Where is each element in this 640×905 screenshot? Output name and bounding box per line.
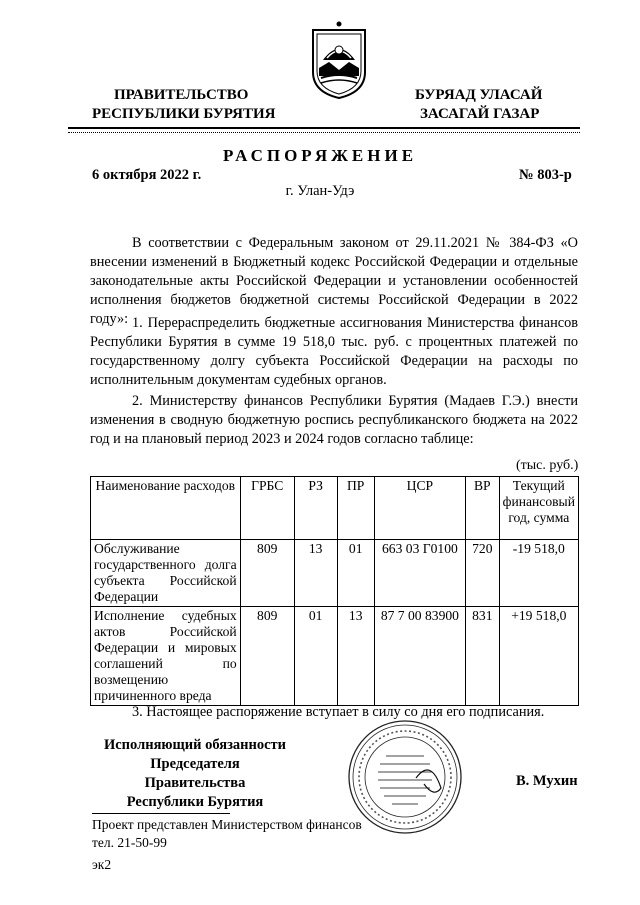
footer-prepared: Проект представлен Министерством финансов [92, 817, 362, 832]
table-cell: 01 [294, 607, 337, 706]
table-cell: 720 [465, 540, 499, 607]
signature-title-line2: Председателя Правительства [144, 756, 246, 791]
table-cell: +19 518,0 [499, 607, 578, 706]
item-3-paragraph: 3. Настоящее распоряжение вступает в силу со дня его подписания. [132, 704, 545, 720]
table-header-cell: ГРБС [240, 477, 294, 540]
table-cell: Исполнение судебных актов Российской Федерации и мировых соглашений по возмещению причиненного вреда [91, 607, 241, 706]
document-city: г. Улан-Удэ [285, 183, 355, 199]
units-label: (тыс. руб.) [516, 458, 579, 473]
table-cell: 87 7 00 83900 [374, 607, 465, 706]
table-header-cell: ВР [465, 477, 499, 540]
document-type: РАСПОРЯЖЕНИЕ [222, 146, 418, 165]
footer-rule [92, 813, 230, 814]
header-left-line1: ПРАВИТЕЛЬСТВО [114, 87, 249, 103]
signatory-name: В. Мухин [516, 773, 578, 789]
signature-block [100, 736, 290, 812]
header-rule-dotted [68, 132, 580, 133]
table-header-cell: Наименование расходов [91, 477, 241, 540]
header-rule-thick [68, 127, 580, 129]
official-stamp [346, 718, 464, 836]
table-cell: 13 [337, 607, 374, 706]
table-cell: 831 [465, 607, 499, 706]
table-cell: Обслуживание государственного долга субъекта Российской Федерации [91, 540, 241, 607]
footer-code: эк2 [92, 857, 112, 872]
budget-table [90, 476, 579, 706]
table-cell: 809 [240, 540, 294, 607]
table-header-cell: ЦСР [374, 477, 465, 540]
table-header-cell: Текущий финансовый год, сумма [499, 477, 578, 540]
signature-title-line3: Республики Бурятия [126, 794, 264, 810]
table-cell: 809 [240, 607, 294, 706]
table-row [91, 607, 579, 706]
table-header-cell: РЗ [294, 477, 337, 540]
table-cell: 13 [294, 540, 337, 607]
header-right-line2: ЗАСАГАЙ ГАЗАР [420, 106, 540, 122]
item-1-paragraph: 1. Перераспределить бюджетные ассигнования Министерства финансов Республики Бурятия в сумме 19 518,0 тыс. руб. с процентных платежей по государственному долгу субъекта Российской Федерации на расходы по исполнительным документам судебных органов. [90, 315, 578, 388]
document-number: № 803-р [519, 167, 572, 183]
intro-paragraph: В соответствии с Федеральным законом от 29.11.2021 № 384-ФЗ «О внесении изменений в Бюджетный кодекс Российской Федерации и отдельные законодательные акты Российской Федерации и установлении особенностей исполнения бюджетов бюджетной системы Российской Федерации в 2022 году»: [90, 235, 578, 327]
table-cell: 01 [337, 540, 374, 607]
item-2-paragraph: 2. Министерству финансов Республики Бурятия (Мадаев Г.Э.) внести изменения в сводную бюджетную роспись республиканского бюджета на 2022 год и на плановый период 2023 и 2024 годов согласно таблице: [90, 393, 578, 447]
header-left-line2: РЕСПУБЛИКИ БУРЯТИЯ [92, 106, 276, 122]
document-date: 6 октября 2022 г. [92, 167, 202, 183]
signature-title-line1: Исполняющий обязанности [103, 737, 287, 753]
coat-of-arms-emblem [309, 20, 369, 100]
header-right-line1: БУРЯАД УЛАСАЙ [415, 87, 543, 103]
table-cell: 663 03 Г0100 [374, 540, 465, 607]
table-header-row [91, 477, 579, 540]
footer-phone: тел. 21-50-99 [92, 835, 167, 850]
table-row [91, 540, 579, 607]
table-cell: -19 518,0 [499, 540, 578, 607]
table-header-cell: ПР [337, 477, 374, 540]
